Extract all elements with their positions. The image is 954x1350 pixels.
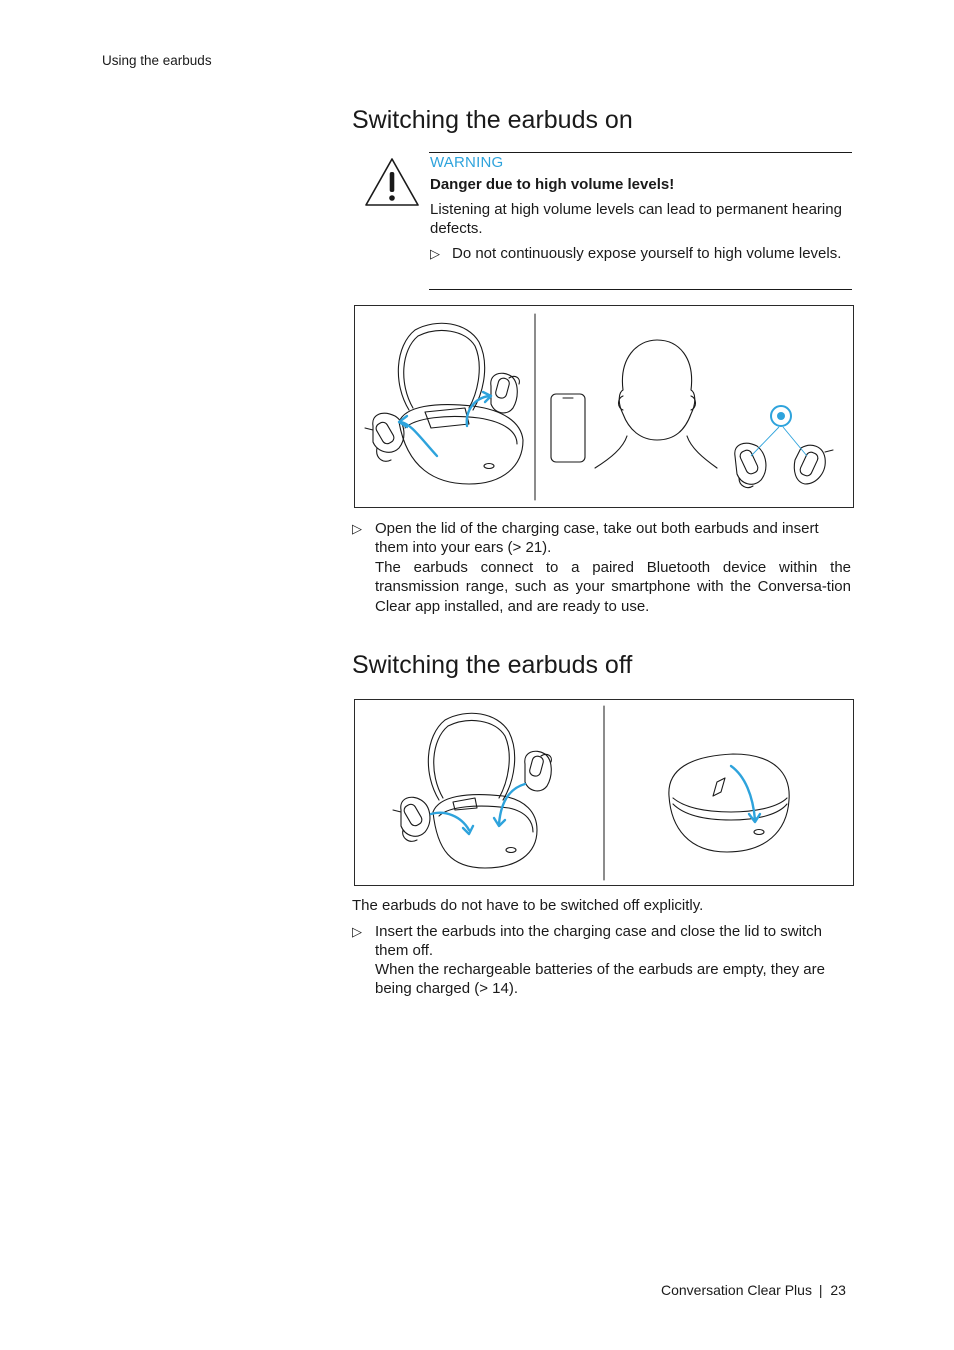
warning-label: WARNING bbox=[430, 154, 504, 171]
warning-top-rule bbox=[429, 152, 852, 153]
section-title-on: Switching the earbuds on bbox=[352, 106, 633, 134]
closed-case bbox=[669, 754, 789, 852]
footer-product: Conversation Clear Plus bbox=[661, 1282, 812, 1298]
step-on-instruction: Open the lid of the charging case, take out both earbuds and insert them into your ears (> 21). bbox=[375, 520, 819, 557]
running-head: Using the earbuds bbox=[102, 53, 212, 68]
switch-off-illustration bbox=[355, 700, 855, 887]
earbud-right bbox=[491, 373, 520, 413]
case-lid-open bbox=[428, 713, 514, 800]
earbud-right-off bbox=[525, 751, 552, 791]
step-on-arrow: ▷ bbox=[352, 521, 362, 536]
switch-on-illustration bbox=[355, 306, 855, 509]
step-off-arrow: ▷ bbox=[352, 924, 362, 939]
earbud-left-off bbox=[393, 797, 430, 841]
warning-bottom-rule bbox=[429, 289, 852, 290]
figure-switch-off bbox=[354, 699, 854, 886]
warning-triangle-icon bbox=[364, 157, 420, 207]
step-on-result: The earbuds connect to a paired Bluetooth device within the transmission range, such as your smartphone with the Conversa-tion Clear app installed, and are ready to use. bbox=[375, 559, 851, 615]
figure-switch-on bbox=[354, 305, 854, 508]
page-footer bbox=[661, 1282, 846, 1298]
warning-instruction: Do not continuously expose yourself to high volume levels. bbox=[452, 245, 842, 262]
page-number: 23 bbox=[830, 1282, 846, 1298]
earbud-left bbox=[365, 413, 404, 461]
warning-title: Danger due to high volume levels! bbox=[430, 176, 675, 193]
step-off-result: When the rechargeable batteries of the earbuds are empty, they are being charged (> 14). bbox=[375, 961, 825, 998]
listener-head bbox=[619, 340, 695, 440]
section-title-off: Switching the earbuds off bbox=[352, 651, 633, 679]
footer-separator: | bbox=[818, 1282, 823, 1298]
section-off-intro: The earbuds do not have to be switched off explicitly. bbox=[352, 897, 704, 914]
earbud-bottom-left bbox=[735, 443, 766, 487]
warning-bullet-arrow: ▷ bbox=[430, 246, 440, 261]
earbud-bottom-right bbox=[794, 445, 833, 484]
smartphone bbox=[551, 394, 585, 462]
case-lid bbox=[398, 323, 484, 410]
step-off-instruction: Insert the earbuds into the charging case and close the lid to switch them off. bbox=[375, 923, 822, 960]
warning-text: Listening at high volume levels can lead to permanent hearing defects. bbox=[430, 201, 842, 238]
